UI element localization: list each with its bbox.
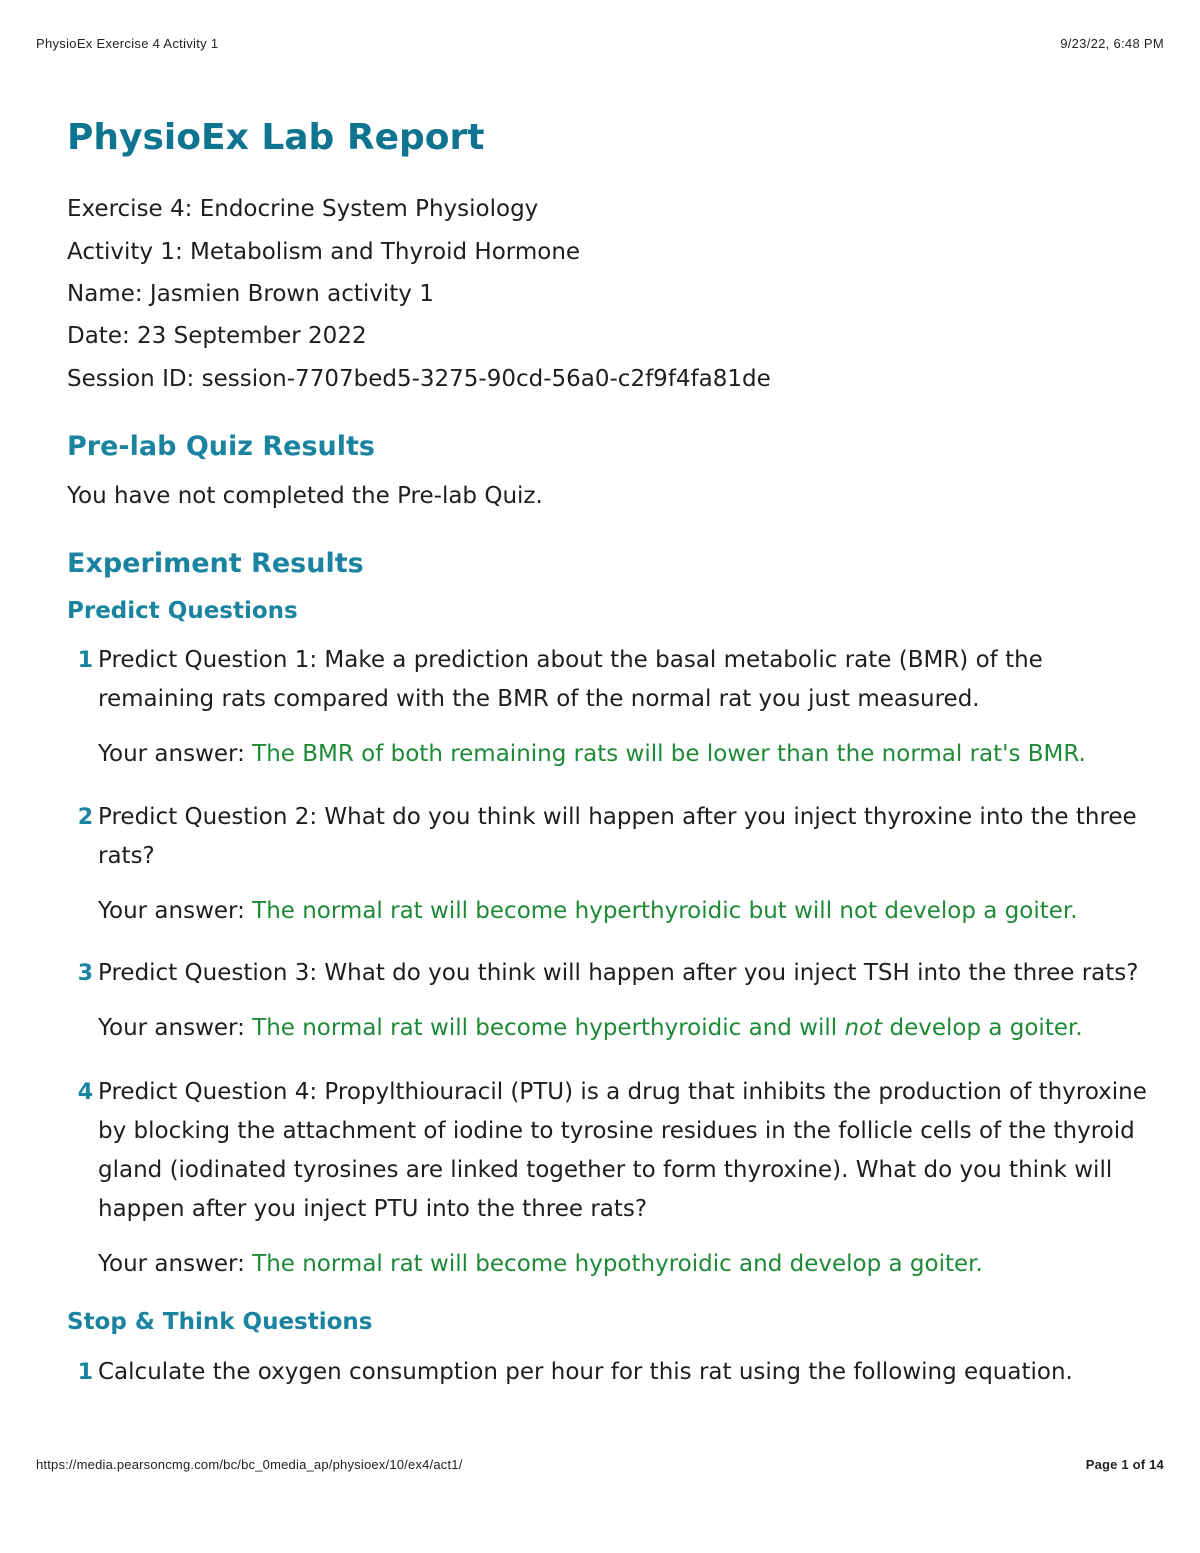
question-number: 4	[77, 1080, 93, 1105]
answer-text: The BMR of both remaining rats will be lower than the normal rat's BMR.	[252, 741, 1086, 767]
prelab-status: You have not completed the Pre-lab Quiz.	[67, 483, 543, 509]
answer	[98, 1015, 1083, 1041]
question-text: Calculate the oxygen consumption per hour for this rat using the following equation.	[98, 1359, 1073, 1385]
page-title: PhysioEx Lab Report	[67, 117, 485, 158]
question-text: Predict Question 1: Make a prediction about the basal metabolic rate (BMR) of the remaining rats compared with the BMR of the normal rat you just measured.	[98, 647, 1043, 712]
answer-label: Your answer:	[98, 898, 245, 924]
question-text: Predict Question 4: Propylthiouracil (PTU) is a drug that inhibits the production of thyroxine by blocking the attachment of iodine to tyrosine residues in the follicle cells of the thyroid gland (iodinated tyrosines are linked together to form thyroxine). What do you think will happen after you inject PTU into the three rats?	[98, 1079, 1147, 1222]
answer-text: The normal rat will become hyperthyroidic but will not develop a goiter.	[252, 898, 1078, 924]
stop-think-heading: Stop & Think Questions	[67, 1309, 373, 1335]
predict-heading: Predict Questions	[67, 598, 298, 624]
answer-text: The normal rat will become hypothyroidic and develop a goiter.	[252, 1251, 983, 1277]
answer	[98, 1251, 983, 1277]
question-number: 1	[77, 648, 93, 673]
print-footer-url: https://media.pearsoncmg.com/bc/bc_0media_ap/physioex/10/ex4/act1/	[36, 1457, 463, 1472]
exercise-line: Exercise 4: Endocrine System Physiology	[67, 196, 539, 222]
print-footer-page-number: Page 1 of 14	[1085, 1457, 1164, 1472]
question-text: Predict Question 3: What do you think will happen after you inject TSH into the three rats?	[98, 960, 1139, 986]
date-line: Date: 23 September 2022	[67, 323, 367, 349]
question-number: 2	[77, 805, 93, 830]
answer	[98, 898, 1078, 924]
answer-label: Your answer:	[98, 1015, 245, 1041]
answer-text-end: develop a goiter.	[889, 1015, 1083, 1041]
answer-label: Your answer:	[98, 1251, 245, 1277]
question-number: 1	[77, 1360, 93, 1385]
answer-text	[252, 1015, 1083, 1041]
session-id-line: Session ID: session-7707bed5-3275-90cd-56a0-c2f9f4fa81de	[67, 366, 771, 392]
name-line: Name: Jasmien Brown activity 1	[67, 281, 434, 307]
question-number: 3	[77, 961, 93, 986]
answer-emphasis: not	[844, 1015, 883, 1041]
activity-line: Activity 1: Metabolism and Thyroid Hormone	[67, 239, 581, 265]
experiment-heading: Experiment Results	[67, 548, 364, 579]
print-header-title: PhysioEx Exercise 4 Activity 1	[36, 36, 219, 51]
print-header-datetime: 9/23/22, 6:48 PM	[1060, 36, 1164, 51]
answer	[98, 741, 1086, 767]
answer-text-start: The normal rat will become hyperthyroidic and will	[252, 1015, 838, 1041]
prelab-heading: Pre-lab Quiz Results	[67, 431, 375, 462]
question-text: Predict Question 2: What do you think will happen after you inject thyroxine into the three rats?	[98, 804, 1137, 869]
answer-label: Your answer:	[98, 741, 245, 767]
